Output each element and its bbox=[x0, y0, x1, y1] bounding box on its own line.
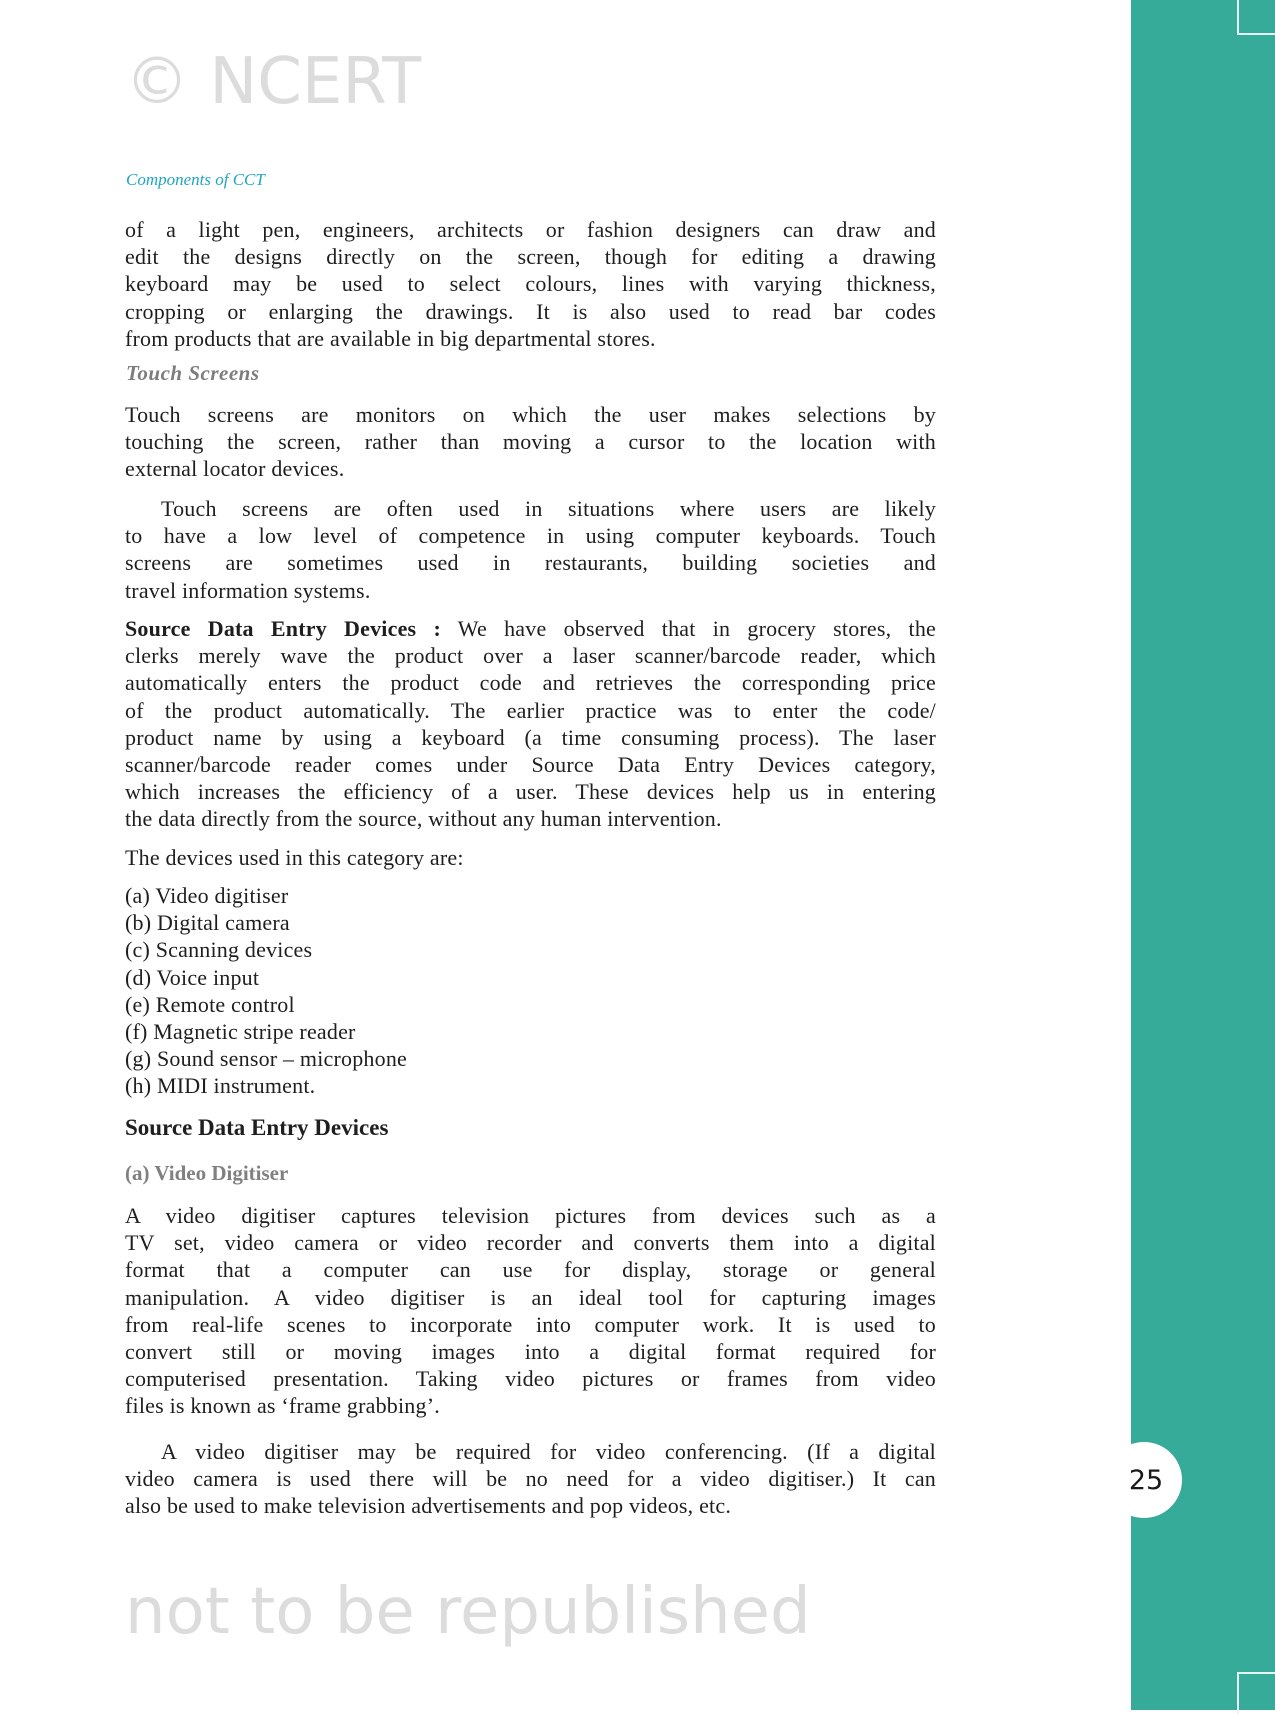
text-line: A video digitiser may be required for video conferencing. (If a digital bbox=[161, 1439, 936, 1464]
list-item: (h) MIDI instrument. bbox=[125, 1073, 316, 1099]
text-line: files is known as ‘frame grabbing’. bbox=[125, 1393, 440, 1419]
paragraph-touch-2 bbox=[125, 495, 936, 604]
watermark-copyright: © NCERT bbox=[125, 45, 422, 119]
text-line: which increases the efficiency of a user. These devices help us in entering bbox=[125, 779, 936, 805]
text-line: TV set, video camera or video recorder and converts them into a digital bbox=[125, 1230, 936, 1256]
subheading-video-digitiser: (a) Video Digitiser bbox=[125, 1161, 289, 1185]
crop-mark-bottom bbox=[1237, 1672, 1275, 1714]
devices-intro bbox=[125, 844, 936, 871]
section-heading: Source Data Entry Devices bbox=[125, 1115, 389, 1140]
text-line: travel information systems. bbox=[125, 577, 371, 603]
list-item: (a) Video digitiser bbox=[125, 883, 289, 908]
list-item: (d) Voice input bbox=[125, 964, 260, 990]
paragraph-video-digitiser-1 bbox=[125, 1202, 936, 1420]
text-line: video camera is used there will be no need for a video digitiser.) It can bbox=[125, 1466, 936, 1492]
text-line: the data directly from the source, without any human intervention. bbox=[125, 806, 722, 832]
list-item: (b) Digital camera bbox=[125, 910, 290, 936]
subheading-touch-screens: Touch Screens bbox=[126, 361, 260, 385]
crop-mark-top bbox=[1237, 0, 1275, 35]
text-line: edit the designs directly on the screen, though for editing a drawing bbox=[125, 244, 936, 270]
text-line: automatically enters the product code and retrieves the corresponding price bbox=[125, 670, 936, 696]
devices-list bbox=[125, 882, 936, 1100]
text-line: screens are sometimes used in restaurants, building societies and bbox=[125, 550, 936, 576]
text-line: keyboard may be used to select colours, lines with varying thickness, bbox=[125, 271, 936, 297]
list-item: (g) Sound sensor – microphone bbox=[125, 1046, 407, 1072]
text-line: Touch screens are often used in situations where users are likely bbox=[161, 496, 936, 521]
text-line: manipulation. A video digitiser is an ideal tool for capturing images bbox=[125, 1284, 936, 1310]
list-item: (e) Remote control bbox=[125, 991, 295, 1017]
text-line: touching the screen, rather than moving a cursor to the location with bbox=[125, 429, 936, 455]
page-number: 25 bbox=[1106, 1442, 1182, 1518]
text-line: cropping or enlarging the drawings. It is also used to read bar codes bbox=[125, 298, 936, 324]
paragraph-video-digitiser-2 bbox=[125, 1438, 936, 1520]
text-line: A video digitiser captures television pictures from devices such as a bbox=[125, 1203, 936, 1228]
list-item: (c) Scanning devices bbox=[125, 937, 313, 963]
text-line: of a light pen, engineers, architects or fashion designers can draw and bbox=[125, 217, 936, 242]
running-head: Components of CCT bbox=[126, 170, 265, 189]
text-line: format that a computer can use for display, storage or general bbox=[125, 1257, 936, 1283]
list-item: (f) Magnetic stripe reader bbox=[125, 1018, 356, 1044]
text-line: from real-life scenes to incorporate into computer work. It is used to bbox=[125, 1311, 936, 1337]
text-line: from products that are available in big departmental stores. bbox=[125, 325, 656, 351]
text-line: external locator devices. bbox=[125, 456, 345, 482]
paragraph-source-data bbox=[125, 615, 936, 833]
text-line: convert still or moving images into a digital format required for bbox=[125, 1338, 936, 1364]
inline-heading: Source Data Entry Devices : bbox=[125, 616, 442, 641]
paragraph-touch-1 bbox=[125, 401, 936, 483]
text-line: scanner/barcode reader comes under Source Data Entry Devices category, bbox=[125, 751, 936, 777]
watermark-notice: not to be republished bbox=[125, 1575, 811, 1649]
text-line: computerised presentation. Taking video pictures or frames from video bbox=[125, 1366, 936, 1392]
paragraph-light-pen bbox=[125, 216, 936, 352]
text-line: also be used to make television advertisements and pop videos, etc. bbox=[125, 1493, 732, 1519]
text-line: The devices used in this category are: bbox=[125, 845, 464, 870]
text-line: clerks merely wave the product over a laser scanner/barcode reader, which bbox=[125, 643, 936, 669]
text-span: We have observed that in grocery stores, the bbox=[441, 616, 936, 641]
text-line: of the product automatically. The earlier practice was to enter the code/ bbox=[125, 697, 936, 723]
text-line: Touch screens are monitors on which the user makes selections by bbox=[125, 402, 936, 427]
text-line bbox=[125, 615, 936, 642]
text-line: product name by using a keyboard (a time consuming process). The laser bbox=[125, 724, 936, 750]
text-line: to have a low level of competence in using computer keyboards. Touch bbox=[125, 523, 936, 549]
